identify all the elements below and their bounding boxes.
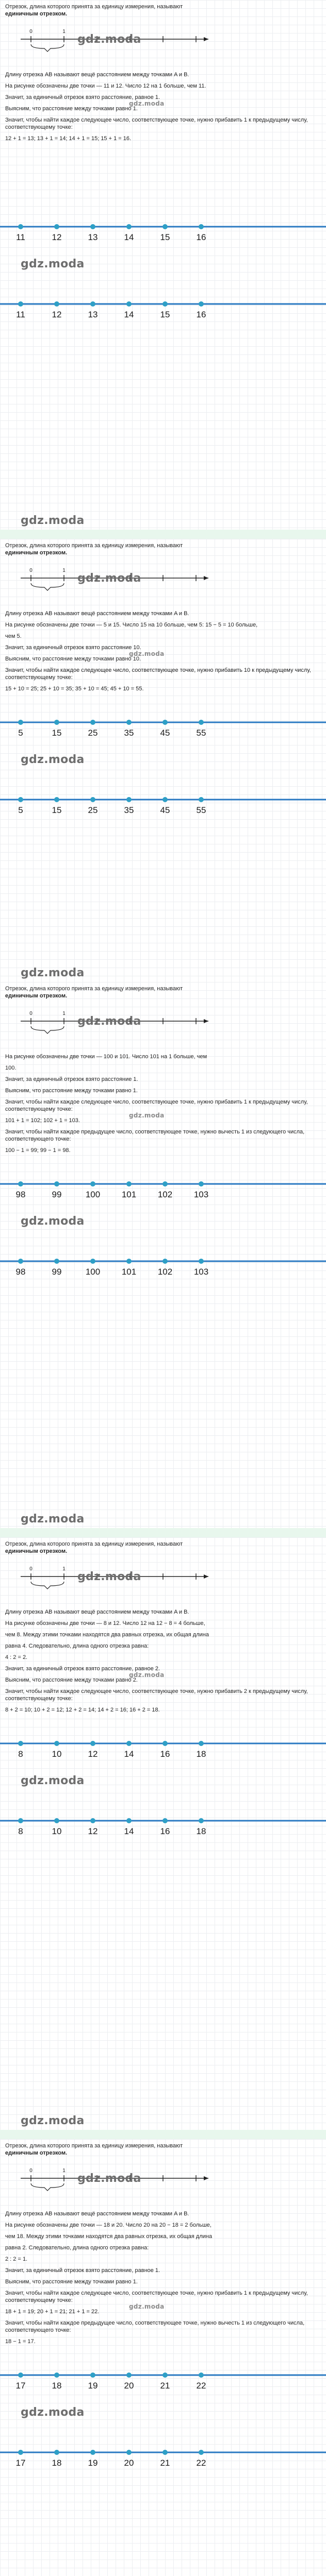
definition-text: Отрезок, длина которого принята за единицу измерения, называют bbox=[5, 2143, 183, 2149]
point-label: 100 bbox=[85, 1267, 101, 1277]
point-marker bbox=[126, 720, 132, 725]
point-marker bbox=[162, 2450, 168, 2455]
point-marker bbox=[199, 797, 204, 802]
number-line-repeat bbox=[0, 1810, 326, 1846]
solution-card bbox=[0, 0, 326, 530]
point-label: 25 bbox=[88, 728, 98, 738]
unit-term: единичным отрезком. bbox=[5, 1548, 68, 1554]
number-line-answer bbox=[0, 1174, 326, 1210]
point-label: 17 bbox=[15, 2381, 26, 2391]
point-label: 13 bbox=[88, 232, 98, 242]
point-marker bbox=[199, 1259, 204, 1264]
arrow-icon bbox=[204, 1574, 208, 1579]
watermark-small: gdz.moda bbox=[129, 1671, 165, 1679]
watermark: gdz.moda bbox=[77, 572, 141, 585]
explanation-text: чем 5. bbox=[5, 633, 22, 639]
watermark-small: gdz.moda bbox=[129, 650, 165, 657]
point-marker bbox=[18, 797, 23, 802]
point-label: 45 bbox=[160, 805, 170, 815]
explanation-text: Выясним, что расстояние между точками равно 2. bbox=[5, 1677, 138, 1683]
point-label: 22 bbox=[196, 2381, 206, 2391]
explanation-text: Длину отрезка AB называют вещё расстоянием между точками A и B. bbox=[5, 72, 189, 78]
zero-label: 0 bbox=[29, 2168, 32, 2174]
explanation-text: Значит, за единичный отрезок взято расстояние, равное 2. bbox=[5, 1666, 160, 1672]
section-divider bbox=[0, 2130, 326, 2139]
point-label: 18 bbox=[52, 2381, 62, 2391]
section-divider bbox=[0, 530, 326, 539]
explanation-text: Длину отрезка AB называют вещё расстоянием между точками A и B. bbox=[5, 611, 189, 617]
point-label: 45 bbox=[160, 728, 170, 738]
point-label: 98 bbox=[15, 1190, 26, 1199]
point-label: 8 bbox=[18, 1826, 23, 1836]
solution-card bbox=[0, 539, 326, 982]
point-marker bbox=[54, 1259, 59, 1264]
point-marker bbox=[199, 224, 204, 229]
point-label: 16 bbox=[196, 310, 206, 319]
brace-icon bbox=[31, 44, 64, 52]
explanation-text: Значит, чтобы найти каждое следующее число, соответствующее точке, нужно прибавить 1 к предыдущему числу, соответствующему точке: bbox=[5, 1099, 308, 1112]
explanation-text: Значит, чтобы найти каждое следующее число, соответствующее точке, нужно прибавить 1 к предыдущему числу, соответствующему точке: bbox=[5, 2290, 308, 2303]
calculation-line: 100 − 1 = 99; 99 − 1 = 98. bbox=[5, 1147, 71, 1154]
point-label: 103 bbox=[193, 1190, 209, 1199]
point-marker bbox=[54, 224, 59, 229]
point-marker bbox=[126, 224, 132, 229]
explanation-text: На рисунке обозначены две точки — 8 и 12. Число 12 на 12 − 8 = 4 больше, bbox=[5, 1620, 205, 1626]
point-label: 21 bbox=[160, 2381, 170, 2391]
point-marker bbox=[126, 2450, 132, 2455]
point-marker bbox=[18, 1259, 23, 1264]
point-label: 18 bbox=[196, 1749, 206, 1759]
point-label: 55 bbox=[196, 805, 206, 815]
explanation-text: Значит, чтобы найти каждое предыдущее число, соответствующее точке, нужно вычесть 1 из следующего числа, соответствующего точке: bbox=[5, 2320, 305, 2333]
calculation-line: 15 + 10 = 25; 25 + 10 = 35; 35 + 10 = 45; 45 + 10 = 55. bbox=[5, 686, 144, 692]
point-marker bbox=[162, 1181, 168, 1187]
unit-term: единичным отрезком. bbox=[5, 993, 68, 999]
point-label: 5 bbox=[18, 728, 23, 738]
one-label: 1 bbox=[62, 1011, 66, 1016]
point-label: 17 bbox=[15, 2458, 26, 2468]
point-label: 14 bbox=[124, 232, 134, 242]
point-label: 12 bbox=[52, 232, 62, 242]
watermark: gdz.moda bbox=[21, 1774, 85, 1787]
point-label: 101 bbox=[121, 1267, 137, 1277]
point-label: 14 bbox=[124, 1749, 134, 1759]
point-marker bbox=[18, 301, 23, 307]
explanation-text: Значит, чтобы найти каждое следующее число, соответствующее точке, нужно прибавить 2 к предыдущему числу, соответствующему точке: bbox=[5, 1688, 308, 1702]
explanation-text: На рисунке обозначены две точки — 5 и 15. Число 15 на 10 больше, чем 5: 15 − 5 = 10 больше, bbox=[5, 622, 258, 628]
point-marker bbox=[162, 1741, 168, 1746]
watermark: gdz.moda bbox=[21, 2406, 85, 2419]
point-marker bbox=[18, 1818, 23, 1823]
point-label: 12 bbox=[88, 1749, 98, 1759]
point-label: 25 bbox=[88, 805, 98, 815]
point-label: 16 bbox=[160, 1749, 170, 1759]
point-label: 8 bbox=[18, 1749, 23, 1759]
one-label: 1 bbox=[62, 29, 66, 35]
point-marker bbox=[126, 1818, 132, 1823]
number-line-repeat bbox=[0, 1251, 326, 1287]
point-label: 15 bbox=[52, 805, 62, 815]
unit-segment-diagram bbox=[0, 2161, 326, 2202]
explanation-text: 100. bbox=[5, 1065, 17, 1071]
point-label: 99 bbox=[52, 1267, 62, 1277]
point-marker bbox=[18, 2450, 23, 2455]
point-marker bbox=[162, 1818, 168, 1823]
definition-text: Отрезок, длина которого принята за единицу измерения, называют bbox=[5, 1541, 183, 1547]
point-marker bbox=[90, 797, 95, 802]
explanation-text: Значит, чтобы найти каждое следующее число, соответствующее точке, нужно прибавить 1 к предыдущему числу, соответствующему точке: bbox=[5, 117, 308, 130]
watermark: gdz.moda bbox=[21, 2114, 85, 2127]
point-marker bbox=[54, 301, 59, 307]
point-label: 16 bbox=[196, 232, 206, 242]
explanation-text: равна 2. Следовательно, длина одного отрезка равна: bbox=[5, 2245, 149, 2251]
point-marker bbox=[126, 2372, 132, 2378]
watermark: gdz.moda bbox=[21, 258, 85, 270]
point-label: 20 bbox=[124, 2458, 134, 2468]
watermark-small: gdz.moda bbox=[129, 100, 165, 107]
watermark-small: gdz.moda bbox=[129, 1112, 165, 1119]
point-label: 15 bbox=[160, 310, 170, 319]
one-label: 1 bbox=[62, 1566, 66, 1572]
explanation-text: Значит, чтобы найти каждое предыдущее число, соответствующее точке, нужно вычесть 1 из следующего числа, соответствующего точке: bbox=[5, 1129, 305, 1142]
unit-segment-diagram bbox=[0, 561, 326, 602]
unit-term: единичным отрезком. bbox=[5, 2150, 68, 2156]
solution-card bbox=[0, 1537, 326, 2130]
point-marker bbox=[54, 2372, 59, 2378]
explanation-text: чем 8. Между этими точками находятся два равных отрезка, их общая длина bbox=[5, 1632, 209, 1638]
zero-label: 0 bbox=[29, 568, 32, 573]
calculation-line: 8 + 2 = 10; 10 + 2 = 12; 12 + 2 = 14; 14 + 2 = 16; 16 + 2 = 18. bbox=[5, 1707, 160, 1713]
point-label: 10 bbox=[52, 1826, 62, 1836]
number-line-repeat bbox=[0, 294, 326, 330]
unit-segment-diagram bbox=[0, 1559, 326, 1600]
calculation-line: 18 + 1 = 19; 20 + 1 = 21; 21 + 1 = 22. bbox=[5, 2309, 100, 2315]
point-marker bbox=[18, 720, 23, 725]
watermark: gdz.moda bbox=[77, 2172, 141, 2185]
point-marker bbox=[199, 2372, 204, 2378]
point-marker bbox=[199, 301, 204, 307]
point-marker bbox=[54, 720, 59, 725]
point-marker bbox=[199, 1741, 204, 1746]
point-label: 16 bbox=[160, 1826, 170, 1836]
point-marker bbox=[126, 1741, 132, 1746]
explanation-text: Выясним, что расстояние между точками равно 1. bbox=[5, 1088, 138, 1094]
point-marker bbox=[162, 720, 168, 725]
explanation-text: На рисунке обозначены две точки — 100 и 101. Число 101 на 1 больше, чем bbox=[5, 1054, 207, 1060]
point-marker bbox=[162, 2372, 168, 2378]
point-marker bbox=[126, 301, 132, 307]
point-label: 100 bbox=[85, 1190, 101, 1199]
calculation-line: 4 : 2 = 2. bbox=[5, 1654, 28, 1660]
point-label: 103 bbox=[193, 1267, 209, 1277]
number-line-repeat bbox=[0, 2442, 326, 2478]
explanation-text: чем 18. Между этими точками находятся два равных отрезка, их общая длина bbox=[5, 2233, 213, 2240]
point-marker bbox=[18, 1741, 23, 1746]
point-marker bbox=[54, 1818, 59, 1823]
watermark: gdz.moda bbox=[21, 1215, 85, 1228]
point-marker bbox=[90, 1181, 95, 1187]
point-marker bbox=[199, 720, 204, 725]
one-label: 1 bbox=[62, 2168, 66, 2174]
point-label: 35 bbox=[124, 805, 134, 815]
point-marker bbox=[90, 1818, 95, 1823]
point-marker bbox=[162, 224, 168, 229]
explanation-text: равна 4. Следовательно, длина одного отрезка равна: bbox=[5, 1643, 149, 1649]
point-marker bbox=[162, 301, 168, 307]
point-label: 5 bbox=[18, 805, 23, 815]
point-label: 101 bbox=[121, 1190, 137, 1199]
point-label: 14 bbox=[124, 1826, 134, 1836]
explanation-text: Длину отрезка AB называют вещё расстоянием между точками A и B. bbox=[5, 2211, 189, 2217]
point-marker bbox=[90, 1259, 95, 1264]
point-label: 99 bbox=[52, 1190, 62, 1199]
number-line-answer bbox=[0, 2365, 326, 2401]
explanation-text: Значит, за единичный отрезок взято расстояние, равное 1. bbox=[5, 94, 160, 100]
explanation-text: Значит, чтобы найти каждое следующее число, соответствующее точке, нужно прибавить 10 к предыдущему числу, соответствующему точке: bbox=[5, 667, 311, 681]
point-marker bbox=[54, 1741, 59, 1746]
point-marker bbox=[90, 2372, 95, 2378]
zero-label: 0 bbox=[29, 1011, 32, 1016]
point-marker bbox=[90, 2450, 95, 2455]
point-label: 102 bbox=[157, 1267, 173, 1277]
explanation-text: Значит, за единичный отрезок взято расстояние 1. bbox=[5, 1076, 138, 1082]
point-marker bbox=[162, 1259, 168, 1264]
point-label: 22 bbox=[196, 2458, 206, 2468]
point-label: 12 bbox=[52, 310, 62, 319]
watermark: gdz.moda bbox=[21, 1513, 85, 1526]
watermark: gdz.moda bbox=[21, 514, 85, 527]
point-marker bbox=[54, 2450, 59, 2455]
definition-text: Отрезок, длина которого принята за единицу измерения, называют bbox=[5, 986, 183, 992]
point-label: 11 bbox=[16, 232, 25, 242]
unit-segment-diagram bbox=[0, 1004, 326, 1045]
section-divider bbox=[0, 1528, 326, 1537]
point-marker bbox=[54, 797, 59, 802]
point-label: 98 bbox=[15, 1267, 26, 1277]
explanation-text: Значит, за единичный отрезок взято расстояние, равное 1. bbox=[5, 2267, 160, 2274]
explanation-text: На рисунке обозначены две точки — 11 и 12. Число 12 на 1 больше, чем 11. bbox=[5, 83, 206, 89]
point-label: 102 bbox=[157, 1190, 173, 1199]
number-line-repeat bbox=[0, 789, 326, 825]
zero-label: 0 bbox=[29, 1566, 32, 1572]
point-label: 15 bbox=[160, 232, 170, 242]
point-marker bbox=[18, 1181, 23, 1187]
arrow-icon bbox=[204, 2176, 208, 2180]
definition-text: Отрезок, длина которого принята за единицу измерения, называют bbox=[5, 4, 183, 10]
point-label: 11 bbox=[16, 310, 25, 319]
point-label: 19 bbox=[88, 2381, 98, 2391]
explanation-text: На рисунке обозначены две точки — 18 и 20. Число 20 на 20 − 18 = 2 больше, bbox=[5, 2222, 211, 2228]
explanation-text: Выясним, что расстояние между точками равно 10. bbox=[5, 656, 141, 662]
calculation-line: 101 + 1 = 102; 102 + 1 = 103. bbox=[5, 1117, 80, 1124]
one-label: 1 bbox=[62, 568, 66, 573]
number-line-answer bbox=[0, 712, 326, 748]
calculation-line: 2 : 2 = 1. bbox=[5, 2256, 28, 2262]
explanation-text: Длину отрезка AB называют вещё расстоянием между точками A и B. bbox=[5, 1609, 189, 1615]
zero-label: 0 bbox=[29, 29, 32, 35]
watermark: gdz.moda bbox=[21, 753, 85, 766]
watermark-small: gdz.moda bbox=[129, 2303, 165, 2310]
point-marker bbox=[54, 1181, 59, 1187]
point-label: 20 bbox=[124, 2381, 134, 2391]
point-label: 19 bbox=[88, 2458, 98, 2468]
calculation-line: 18 − 1 = 17. bbox=[5, 2338, 36, 2345]
number-line-answer bbox=[0, 216, 326, 252]
arrow-icon bbox=[204, 1019, 208, 1023]
solution-card bbox=[0, 2139, 326, 2576]
point-label: 18 bbox=[52, 2458, 62, 2468]
unit-term: единичным отрезком. bbox=[5, 11, 68, 17]
point-label: 10 bbox=[52, 1749, 62, 1759]
brace-icon bbox=[31, 2183, 64, 2191]
brace-icon bbox=[31, 1582, 64, 1589]
point-label: 21 bbox=[160, 2458, 170, 2468]
point-label: 15 bbox=[52, 728, 62, 738]
point-label: 12 bbox=[88, 1826, 98, 1836]
point-marker bbox=[90, 224, 95, 229]
point-marker bbox=[162, 797, 168, 802]
point-marker bbox=[199, 1818, 204, 1823]
point-marker bbox=[199, 2450, 204, 2455]
point-label: 55 bbox=[196, 728, 206, 738]
point-label: 14 bbox=[124, 310, 134, 319]
explanation-text: Выясним, что расстояние между точками равно 1. bbox=[5, 2279, 138, 2285]
point-marker bbox=[126, 1181, 132, 1187]
arrow-icon bbox=[204, 576, 208, 580]
point-marker bbox=[126, 797, 132, 802]
calculation-line: 12 + 1 = 13; 13 + 1 = 14; 14 + 1 = 15; 15 + 1 = 16. bbox=[5, 135, 132, 142]
watermark: gdz.moda bbox=[77, 1015, 141, 1028]
watermark: gdz.moda bbox=[77, 33, 141, 46]
point-marker bbox=[90, 1741, 95, 1746]
point-label: 13 bbox=[88, 310, 98, 319]
unit-segment-diagram bbox=[0, 22, 326, 63]
number-line-answer bbox=[0, 1733, 326, 1769]
point-marker bbox=[90, 720, 95, 725]
watermark: gdz.moda bbox=[77, 1570, 141, 1583]
solution-card bbox=[0, 982, 326, 1528]
point-marker bbox=[90, 301, 95, 307]
point-marker bbox=[199, 1181, 204, 1187]
point-label: 18 bbox=[196, 1826, 206, 1836]
watermark: gdz.moda bbox=[21, 967, 85, 979]
arrow-icon bbox=[204, 37, 208, 41]
brace-icon bbox=[31, 1026, 64, 1033]
point-marker bbox=[126, 1259, 132, 1264]
point-marker bbox=[18, 224, 23, 229]
explanation-text: Значит, за единичный отрезок взято расстояние 10. bbox=[5, 645, 141, 651]
point-marker bbox=[18, 2372, 23, 2378]
explanation-text: Выясним, что расстояние между точками равно 1. bbox=[5, 106, 138, 112]
brace-icon bbox=[31, 583, 64, 590]
point-label: 35 bbox=[124, 728, 134, 738]
definition-text: Отрезок, длина которого принята за единицу измерения, называют bbox=[5, 543, 183, 549]
unit-term: единичным отрезком. bbox=[5, 550, 68, 556]
